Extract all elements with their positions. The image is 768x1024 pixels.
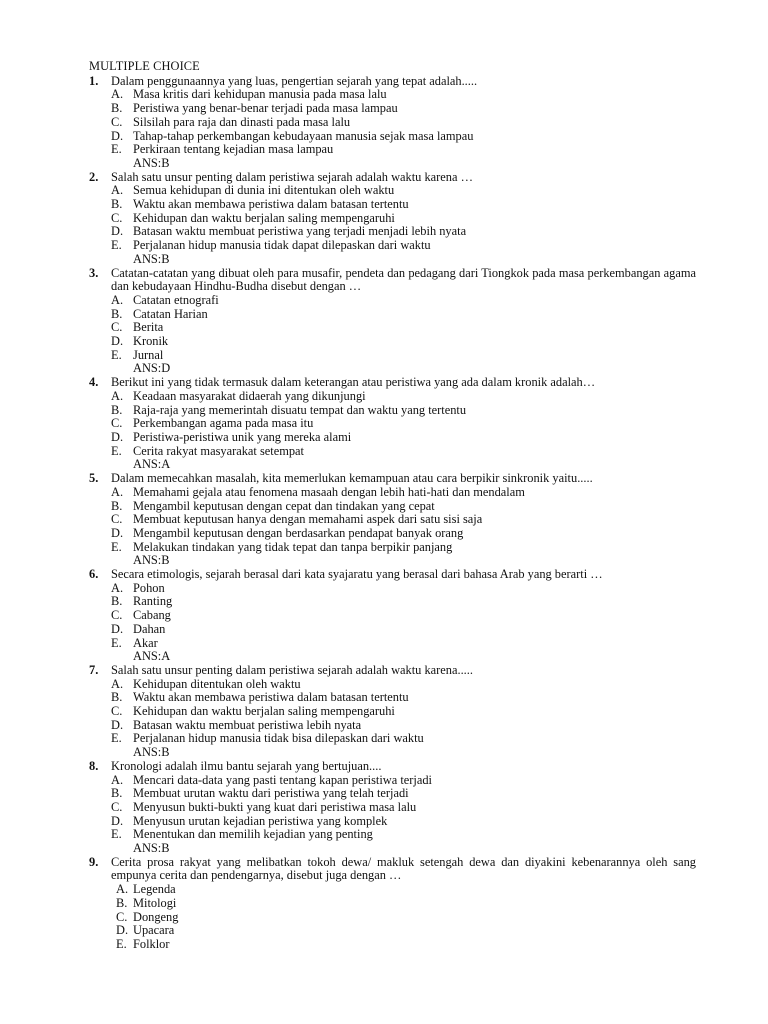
answer-option bbox=[89, 678, 696, 692]
option-text: Ranting bbox=[133, 594, 173, 609]
question-text: Dalam memecahkan masalah, kita memerlukan kemampuan atau cara berpikir sinkronik yaitu..... bbox=[111, 471, 593, 486]
option-text: Perkiraan tentang kejadian masa lampau bbox=[133, 142, 334, 157]
option-letter: B. bbox=[111, 690, 123, 705]
answer-option bbox=[89, 116, 696, 130]
option-letter: E. bbox=[111, 238, 122, 253]
answer-option bbox=[89, 897, 696, 911]
option-letter: B. bbox=[111, 101, 123, 116]
option-text: Peristiwa yang benar-benar terjadi pada masa lampau bbox=[133, 101, 398, 116]
question-number: 2. bbox=[89, 169, 99, 184]
question-item bbox=[89, 472, 696, 568]
question-stem bbox=[89, 75, 696, 89]
option-text: Mitologi bbox=[133, 895, 177, 910]
answer-option bbox=[89, 225, 696, 239]
answer-option bbox=[89, 787, 696, 801]
answer-option bbox=[89, 239, 696, 253]
option-letter: A. bbox=[111, 484, 124, 499]
answer-option bbox=[89, 431, 696, 445]
answer-option bbox=[89, 815, 696, 829]
option-list bbox=[89, 184, 696, 253]
option-text: Perjalanan hidup manusia tidak dapat dilepaskan dari waktu bbox=[133, 238, 431, 253]
option-text: Perjalanan hidup manusia tidak bisa dilepaskan dari waktu bbox=[133, 731, 424, 746]
answer-option bbox=[89, 486, 696, 500]
option-text: Menyusun bukti-bukti yang kuat dari peristiwa masa lalu bbox=[133, 799, 417, 814]
question-text: Salah satu unsur penting dalam peristiwa sejarah adalah waktu karena … bbox=[111, 169, 473, 184]
question-item bbox=[89, 267, 696, 377]
option-text: Upacara bbox=[133, 923, 175, 938]
option-letter: E. bbox=[111, 443, 122, 458]
option-list bbox=[89, 582, 696, 651]
question-item bbox=[89, 568, 696, 664]
question-stem bbox=[89, 171, 696, 185]
answer-option bbox=[89, 719, 696, 733]
answer-key: ANS:D bbox=[133, 361, 171, 376]
answer-option bbox=[89, 774, 696, 788]
option-letter: E. bbox=[111, 142, 122, 157]
question-stem bbox=[89, 267, 696, 294]
option-letter: C. bbox=[111, 114, 123, 129]
answer-key: ANS:A bbox=[133, 649, 171, 664]
answer-option bbox=[89, 321, 696, 335]
option-text: Batasan waktu membuat peristiwa lebih nyata bbox=[133, 717, 362, 732]
question-number: 8. bbox=[89, 758, 99, 773]
option-letter: A. bbox=[111, 676, 124, 691]
answer-option bbox=[89, 130, 696, 144]
answer-option bbox=[89, 924, 696, 938]
answer-option bbox=[89, 294, 696, 308]
option-letter: D. bbox=[111, 717, 124, 732]
option-letter: A. bbox=[111, 292, 124, 307]
answer-key: ANS:B bbox=[133, 841, 170, 856]
option-text: Kronik bbox=[133, 334, 169, 349]
question-stem bbox=[89, 472, 696, 486]
option-text: Batasan waktu membuat peristiwa yang terjadi menjadi lebih nyata bbox=[133, 224, 467, 239]
option-text: Kehidupan ditentukan oleh waktu bbox=[133, 676, 301, 691]
answer-option bbox=[89, 308, 696, 322]
option-text: Perkembangan agama pada masa itu bbox=[133, 416, 314, 431]
question-text: Secara etimologis, sejarah berasal dari kata syajaratu yang berasal dari bahasa Arab yang berarti … bbox=[111, 567, 603, 582]
question-stem bbox=[89, 760, 696, 774]
question-stem bbox=[89, 856, 696, 883]
answer-option bbox=[89, 500, 696, 514]
question-number: 3. bbox=[89, 265, 99, 280]
option-list bbox=[89, 390, 696, 459]
option-text: Kehidupan dan waktu berjalan saling mempengaruhi bbox=[133, 210, 395, 225]
answer-option bbox=[89, 417, 696, 431]
option-text: Keadaan masyarakat didaerah yang dikunjungi bbox=[133, 388, 366, 403]
option-letter: B. bbox=[111, 498, 123, 513]
question-number: 9. bbox=[89, 854, 99, 869]
answer-option bbox=[89, 623, 696, 637]
answer-option bbox=[89, 911, 696, 925]
question-stem bbox=[89, 376, 696, 390]
answer-option bbox=[89, 938, 696, 952]
option-list bbox=[89, 294, 696, 363]
option-letter: A. bbox=[111, 580, 124, 595]
answer-option bbox=[89, 390, 696, 404]
option-list bbox=[89, 486, 696, 555]
answer-key: ANS:B bbox=[133, 155, 170, 170]
question-text: Cerita prosa rakyat yang melibatkan tokoh dewa/ makluk setengah dewa dan diyakini kebenarannya oleh sang empunya cerita dan pendengarnya, disebut juga dengan … bbox=[111, 854, 696, 883]
option-letter: D. bbox=[111, 128, 124, 143]
answer-option bbox=[89, 801, 696, 815]
option-text: Kehidupan dan waktu berjalan saling mempengaruhi bbox=[133, 704, 395, 719]
option-letter: B. bbox=[116, 895, 128, 910]
question-item bbox=[89, 760, 696, 856]
option-text: Raja-raja yang memerintah disuatu tempat dan waktu yang tertentu bbox=[133, 402, 467, 417]
question-stem bbox=[89, 568, 696, 582]
answer-key: ANS:B bbox=[133, 251, 170, 266]
answer-option bbox=[89, 404, 696, 418]
question-stem bbox=[89, 664, 696, 678]
option-text: Catatan etnografi bbox=[133, 292, 219, 307]
question-text: Salah satu unsur penting dalam peristiwa sejarah adalah waktu karena..... bbox=[111, 662, 473, 677]
option-text: Peristiwa-peristiwa unik yang mereka alami bbox=[133, 429, 352, 444]
option-letter: D. bbox=[116, 923, 129, 938]
option-letter: C. bbox=[116, 909, 128, 924]
option-text: Menyusun urutan kejadian peristiwa yang komplek bbox=[133, 813, 388, 828]
option-letter: C. bbox=[111, 512, 123, 527]
option-letter: B. bbox=[111, 197, 123, 212]
option-letter: C. bbox=[111, 320, 123, 335]
question-item bbox=[89, 856, 696, 952]
option-letter: C. bbox=[111, 210, 123, 225]
question-number: 7. bbox=[89, 662, 99, 677]
answer-option bbox=[89, 335, 696, 349]
option-text: Melakukan tindakan yang tidak tepat dan tanpa berpikir panjang bbox=[133, 539, 453, 554]
answer-option bbox=[89, 513, 696, 527]
option-text: Semua kehidupan di dunia ini ditentukan oleh waktu bbox=[133, 183, 395, 198]
answer-option bbox=[89, 609, 696, 623]
option-letter: E. bbox=[111, 347, 122, 362]
option-list bbox=[89, 774, 696, 843]
question-text: Kronologi adalah ilmu bantu sejarah yang bertujuan.... bbox=[111, 758, 382, 773]
answer-key: ANS:B bbox=[133, 553, 170, 568]
option-letter: A. bbox=[111, 87, 124, 102]
question-number: 6. bbox=[89, 567, 99, 582]
option-letter: E. bbox=[111, 827, 122, 842]
answer-option bbox=[89, 541, 696, 555]
answer-option bbox=[89, 705, 696, 719]
option-text: Jurnal bbox=[133, 347, 164, 362]
answer-key: ANS:B bbox=[133, 745, 170, 760]
option-text: Berita bbox=[133, 320, 164, 335]
option-text: Membuat urutan waktu dari peristiwa yang telah terjadi bbox=[133, 786, 409, 801]
option-letter: D. bbox=[111, 429, 124, 444]
answer-option bbox=[89, 349, 696, 363]
option-letter: B. bbox=[111, 402, 123, 417]
option-list bbox=[89, 678, 696, 747]
option-letter: B. bbox=[111, 594, 123, 609]
question-text: Catatan-catatan yang dibuat oleh para musafir, pendeta dan pedagang dari Tiongkok pada masa perkembangan agama dan kebudayaan Hindhu-Budha disebut dengan … bbox=[111, 265, 696, 294]
option-letter: D. bbox=[111, 813, 124, 828]
option-letter: E. bbox=[111, 539, 122, 554]
option-letter: D. bbox=[111, 224, 124, 239]
option-text: Silsilah para raja dan dinasti pada masa lalu bbox=[133, 114, 351, 129]
option-text: Waktu akan membawa peristiwa dalam batasan tertentu bbox=[133, 197, 409, 212]
option-letter: C. bbox=[111, 416, 123, 431]
question-number: 4. bbox=[89, 375, 99, 390]
answer-key: ANS:A bbox=[133, 457, 171, 472]
option-letter: E. bbox=[111, 731, 122, 746]
answer-option bbox=[89, 828, 696, 842]
option-text: Dahan bbox=[133, 621, 166, 636]
option-text: Legenda bbox=[133, 882, 176, 897]
option-text: Tahap-tahap perkembangan kebudayaan manusia sejak masa lampau bbox=[133, 128, 474, 143]
answer-option bbox=[89, 595, 696, 609]
option-letter: C. bbox=[111, 799, 123, 814]
question-item bbox=[89, 376, 696, 472]
option-text: Mengambil keputusan dengan berdasarkan pendapat banyak orang bbox=[133, 525, 464, 540]
option-text: Cerita rakyat masyarakat setempat bbox=[133, 443, 304, 458]
answer-option bbox=[89, 732, 696, 746]
option-text: Masa kritis dari kehidupan manusia pada masa lalu bbox=[133, 87, 387, 102]
question-item bbox=[89, 171, 696, 267]
question-list bbox=[89, 75, 696, 952]
answer-option bbox=[89, 691, 696, 705]
answer-option bbox=[89, 184, 696, 198]
option-letter: E. bbox=[116, 937, 127, 951]
option-text: Cabang bbox=[133, 608, 171, 623]
question-text: Berikut ini yang tidak termasuk dalam keterangan atau peristiwa yang ada dalam kronik adalah… bbox=[111, 375, 596, 390]
option-text: Waktu akan membawa peristiwa dalam batasan tertentu bbox=[133, 690, 409, 705]
answer-option bbox=[89, 88, 696, 102]
option-letter: D. bbox=[111, 525, 124, 540]
option-letter: A. bbox=[111, 183, 124, 198]
option-letter: C. bbox=[111, 704, 123, 719]
option-letter: D. bbox=[111, 334, 124, 349]
question-number: 1. bbox=[89, 73, 99, 88]
option-letter: C. bbox=[111, 608, 123, 623]
option-list bbox=[89, 883, 696, 952]
answer-option bbox=[89, 637, 696, 651]
option-letter: E. bbox=[111, 635, 122, 650]
option-letter: B. bbox=[111, 306, 123, 321]
answer-option bbox=[89, 883, 696, 897]
answer-option bbox=[89, 527, 696, 541]
option-letter: D. bbox=[111, 621, 124, 636]
option-text: Menentukan dan memilih kejadian yang penting bbox=[133, 827, 373, 842]
option-letter: A. bbox=[116, 882, 129, 897]
option-text: Membuat keputusan hanya dengan memahami aspek dari satu sisi saja bbox=[133, 512, 483, 527]
answer-option bbox=[89, 445, 696, 459]
answer-option bbox=[89, 212, 696, 226]
section-heading: MULTIPLE CHOICE bbox=[89, 59, 200, 73]
option-text: Mencari data-data yang pasti tentang kapan peristiwa terjadi bbox=[133, 772, 432, 787]
option-letter: A. bbox=[111, 772, 124, 787]
answer-option bbox=[89, 198, 696, 212]
question-item bbox=[89, 664, 696, 760]
answer-option bbox=[89, 582, 696, 596]
question-text: Dalam penggunaannya yang luas, pengertian sejarah yang tepat adalah..... bbox=[111, 73, 478, 88]
option-text: Mengambil keputusan dengan cepat dan tindakan yang cepat bbox=[133, 498, 435, 513]
option-text: Akar bbox=[133, 635, 158, 650]
answer-option bbox=[89, 143, 696, 157]
option-list bbox=[89, 88, 696, 157]
option-text: Pohon bbox=[133, 580, 165, 595]
option-letter: B. bbox=[111, 786, 123, 801]
question-number: 5. bbox=[89, 471, 99, 486]
option-text: Catatan Harian bbox=[133, 306, 208, 321]
option-text: Folklor bbox=[133, 937, 170, 951]
option-text: Memahami gejala atau fenomena masaah dengan lebih hati-hati dan mendalam bbox=[133, 484, 525, 499]
option-text: Dongeng bbox=[133, 909, 179, 924]
option-letter: A. bbox=[111, 388, 124, 403]
answer-option bbox=[89, 102, 696, 116]
question-item bbox=[89, 75, 696, 171]
